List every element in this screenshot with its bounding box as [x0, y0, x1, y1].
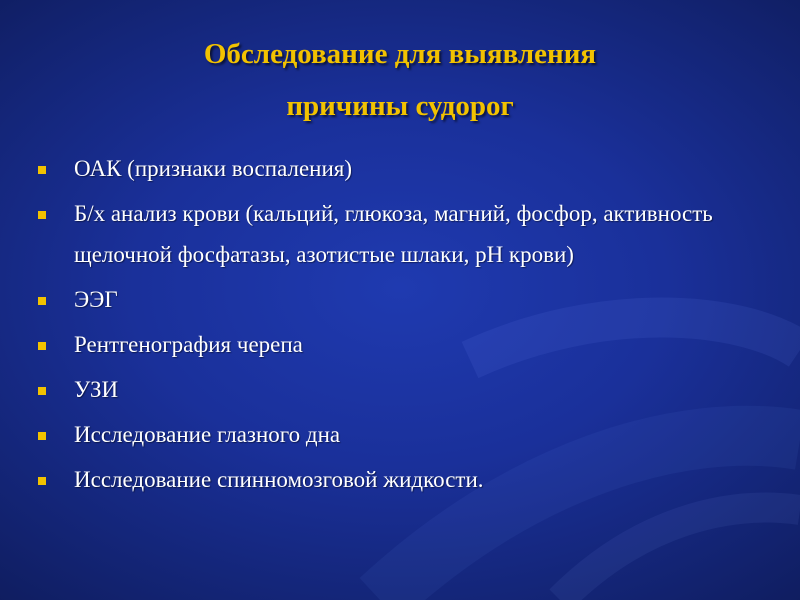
- list-item: [38, 414, 768, 455]
- square-bullet-icon: [38, 166, 46, 174]
- list-item: [38, 369, 768, 410]
- slide-title-line-2: причины судорог: [286, 90, 514, 122]
- list-item: [38, 279, 768, 320]
- square-bullet-icon: [38, 211, 46, 219]
- square-bullet-icon: [38, 297, 46, 305]
- list-item-text: Исследование глазного дна: [74, 422, 341, 447]
- exam-list: [38, 148, 768, 500]
- slide-title: [40, 28, 760, 132]
- list-item: [38, 324, 768, 365]
- list-item: [38, 459, 768, 500]
- list-item: [38, 148, 768, 189]
- slide-title-line-1: Обследование для выявления: [203, 38, 597, 70]
- list-item-text: Исследование спинномозговой жидкости.: [74, 467, 484, 492]
- list-item: [38, 193, 768, 275]
- list-item-text: ОАК (признаки воспаления): [74, 156, 353, 181]
- list-item-text: Б/х анализ крови (кальций, глюкоза, магний, фосфор, активность щелочной фосфатазы, азотистые шлаки, pH крови): [74, 201, 713, 267]
- list-item-text: ЭЭГ: [74, 287, 118, 312]
- square-bullet-icon: [38, 477, 46, 485]
- square-bullet-icon: [38, 432, 46, 440]
- square-bullet-icon: [38, 342, 46, 350]
- square-bullet-icon: [38, 387, 46, 395]
- list-item-text: УЗИ: [74, 377, 119, 402]
- list-item-text: Рентгенография черепа: [74, 332, 303, 357]
